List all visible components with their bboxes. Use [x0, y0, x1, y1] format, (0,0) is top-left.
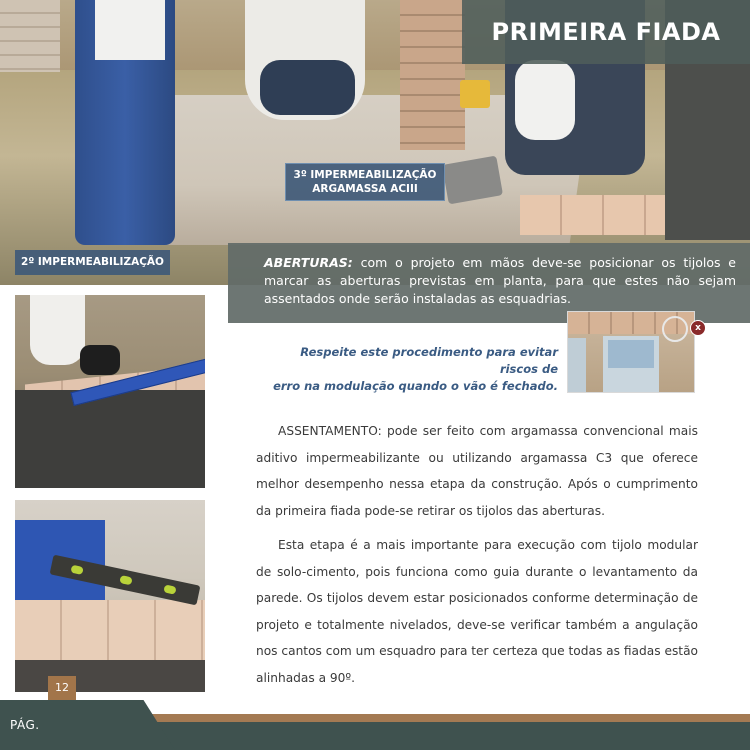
- body-text: [256, 418, 698, 699]
- sky: [608, 340, 654, 368]
- respeite-note: [268, 344, 558, 395]
- page-title: PRIMEIRA FIADA: [491, 18, 721, 46]
- callout-impermeabilizacao-2: 2º IMPERMEABILIZAÇÃO: [15, 250, 170, 275]
- paragraph-etapa: Esta etapa é a mais importante para execução com tijolo modular de solo-cimento, pois funciona como guia durante o levantamento da parede. Os tijolos devem estar posicionados conforme determinação de projeto e totalmente nivelados, deve-se verificar também a angulação nos cantos com um esquadro para ter certeza que todas as fiadas estão alinhadas a 90º.: [256, 538, 698, 685]
- page-label: PÁG.: [10, 718, 40, 732]
- gloved-hand: [80, 345, 120, 375]
- worker-arm: [515, 60, 575, 140]
- footer: [0, 700, 750, 750]
- brick-stack-left: [0, 0, 60, 72]
- foundation-wall: [15, 390, 205, 488]
- level-bubble: [163, 584, 176, 594]
- foundation-base: [15, 660, 205, 692]
- level-on-bricks-photo: [15, 500, 205, 692]
- callout-impermeabilizacao-3-line1: 3º IMPERMEABILIZAÇÃO: [293, 169, 437, 181]
- respeite-note-line2: erro na modulação quando o vão é fechado.: [273, 379, 558, 393]
- brick-stack-middle: [400, 0, 465, 150]
- worker-kneeling: [245, 0, 365, 120]
- brick-row: [15, 600, 205, 660]
- worker-arm: [30, 295, 85, 365]
- highlight-circle: [662, 316, 688, 342]
- opening-thumbnail: [567, 311, 695, 393]
- worker-shirt: [95, 0, 165, 60]
- callout-impermeabilizacao-3: [285, 163, 445, 201]
- worker-left: [75, 0, 175, 245]
- worker-legs: [260, 60, 355, 115]
- paragraph-assentamento: ASSENTAMENTO: pode ser feito com argamassa convencional mais aditivo impermeabilizante ou utilizando argamassa C3 que oferece melhor desempenho nessa etapa da construção. Após o cumprimento da primeira fiada pode-se retirar os tijolos das aberturas.: [256, 424, 698, 518]
- title-banner: [462, 0, 750, 64]
- level-bubble: [119, 575, 132, 585]
- aberturas-label: ABERTURAS:: [264, 255, 353, 270]
- leveling-photo: [15, 295, 205, 488]
- close-icon[interactable]: x: [690, 320, 706, 336]
- page-number: 12: [48, 676, 76, 700]
- aberturas-text: com o projeto em mãos deve-se posicionar os tijolos e marcar as aberturas previstas em planta, para que estes não sejam assentados onde serão instaladas as esquadrias.: [264, 255, 736, 306]
- bucket: [460, 80, 490, 108]
- wall-opening-left: [568, 338, 586, 392]
- level-bubble: [70, 565, 83, 575]
- respeite-note-line1: Respeite este procedimento para evitar riscos de: [300, 345, 558, 376]
- callout-impermeabilizacao-3-line2: ARGAMASSA ACIII: [312, 183, 418, 195]
- wall-opening: [603, 336, 659, 392]
